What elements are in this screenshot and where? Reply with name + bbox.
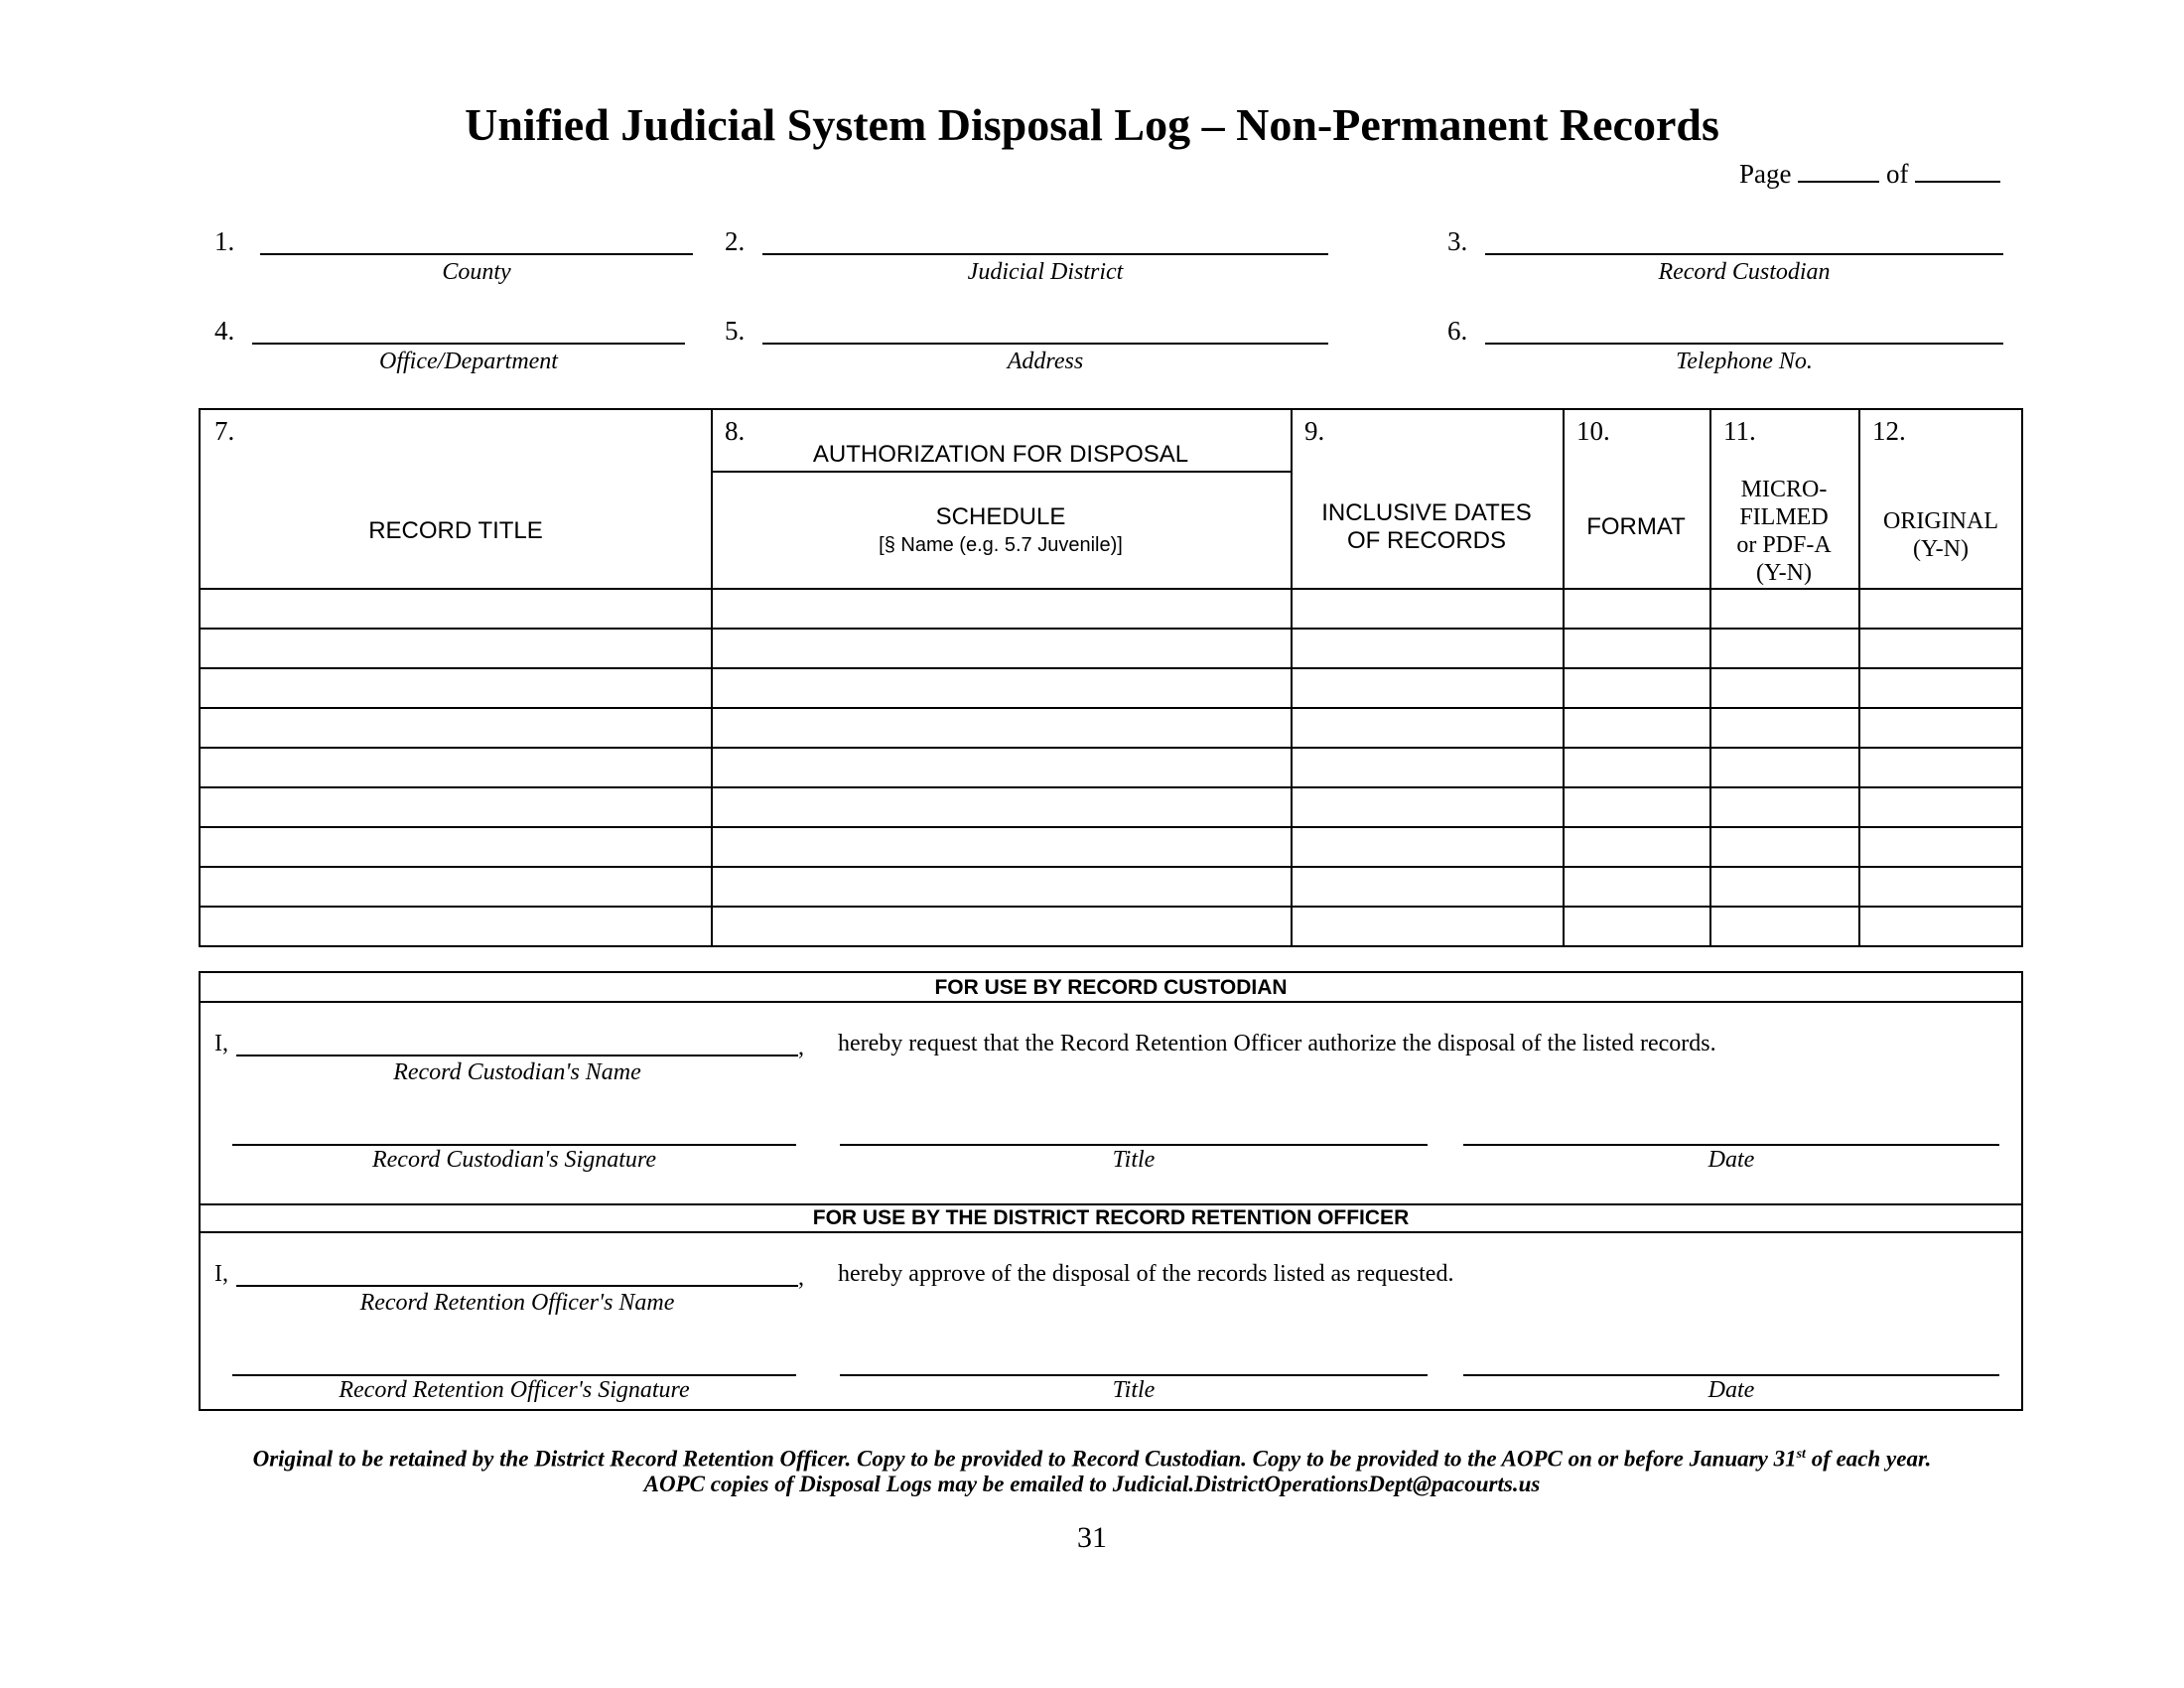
office-department-field[interactable] [252,343,685,345]
footer-line-1-sup: st [1796,1447,1806,1462]
field-5-number: 5. [725,316,746,346]
field-6-number: 6. [1447,316,1468,346]
inclusive-dates-header-line1: INCLUSIVE DATES [1321,499,1532,526]
page-number-blank[interactable] [1798,159,1879,183]
authorization-header: AUTHORIZATION FOR DISPOSAL [812,441,1189,468]
row-divider [201,707,2021,709]
page-indicator [1739,159,2000,190]
footer-line-1-text: Original to be retained by the District Record Retention Officer. Copy to be provided to Record Custodian. Copy to be provided to the AOPC on or before January 31 [252,1446,1797,1472]
officer-prefix: I, [214,1261,228,1287]
custodian-name-field[interactable] [236,1055,798,1056]
custodian-signature-label: Record Custodian's Signature [371,1147,656,1173]
officer-name-label: Record Retention Officer's Name [359,1290,675,1316]
band-divider [201,1231,2021,1233]
col-12-number: 12. [1872,416,1906,446]
inclusive-dates-header-line2: OF RECORDS [1346,527,1506,554]
microfilmed-header-line1: MICRO- [1740,477,1828,502]
officer-statement: hereby approve of the disposal of the records listed as requested. [838,1261,1454,1287]
field-2-number: 2. [725,226,746,256]
microfilmed-header-line3: or PDF-A [1736,532,1832,558]
col-11-number: 11. [1723,416,1756,446]
row-divider [201,906,2021,908]
record-title-header: RECORD TITLE [368,517,543,544]
records-table [199,408,2023,947]
col-8-number: 8. [725,416,746,446]
address-field[interactable] [762,343,1328,345]
band-divider [201,1001,2021,1003]
custodian-name-label: Record Custodian's Name [393,1059,641,1085]
office-department-label: Office/Department [379,349,558,374]
judicial-district-label: Judicial District [967,259,1124,285]
schedule-note: [§ Name (e.g. 5.7 Juvenile)] [879,534,1123,556]
col-9-number: 9. [1304,416,1325,446]
row-divider [201,826,2021,828]
original-header-line1: ORIGINAL [1883,508,1998,534]
custodian-title-label: Title [1112,1147,1156,1173]
telephone-label: Telephone No. [1676,349,1813,374]
judicial-district-field[interactable] [762,253,1328,255]
approval-box [199,971,2023,1411]
custodian-comma: , [798,1035,804,1060]
county-label: County [442,259,511,285]
row-divider [201,667,2021,669]
address-label: Address [1007,349,1084,374]
record-custodian-field[interactable] [1485,253,2003,255]
microfilmed-header-line4: (Y-N) [1756,560,1812,586]
custodian-statement: hereby request that the Record Retention Officer authorize the disposal of the listed records. [838,1031,1716,1056]
row-divider [201,588,2021,590]
footer-line-1-end: of each year. [1805,1446,1932,1472]
officer-comma: , [798,1265,804,1291]
telephone-field[interactable] [1485,343,2003,345]
officer-title-label: Title [1112,1377,1156,1403]
page-label: Page [1739,159,1792,189]
col-7-number: 7. [214,416,235,446]
officer-date-label: Date [1707,1377,1755,1403]
custodian-prefix: I, [214,1031,228,1056]
format-header: FORMAT [1586,513,1686,540]
page-total-blank[interactable] [1915,159,2000,183]
page-title: Unified Judicial System Disposal Log – Non-Permanent Records [465,99,1719,150]
row-divider [201,866,2021,868]
custodian-date-label: Date [1707,1147,1755,1173]
microfilmed-header-line2: FILMED [1739,504,1829,530]
page-number: 31 [1077,1521,1107,1554]
row-divider [201,628,2021,630]
county-field[interactable] [260,253,693,255]
field-3-number: 3. [1447,226,1468,256]
officer-name-field[interactable] [236,1285,798,1287]
officer-signature-label: Record Retention Officer's Signature [339,1377,690,1403]
row-divider [201,786,2021,788]
footer-line-2: AOPC copies of Disposal Logs may be emailed to Judicial.DistrictOperationsDept@pacourts.us [643,1472,1541,1496]
of-label: of [1885,159,1909,189]
custodian-section-header: FOR USE BY RECORD CUSTODIAN [934,976,1288,999]
record-custodian-label: Record Custodian [1658,259,1831,285]
authorization-divider [711,471,1291,473]
schedule-header: SCHEDULE [935,503,1066,530]
col-10-number: 10. [1576,416,1610,446]
officer-section-header: FOR USE BY THE DISTRICT RECORD RETENTION OFFICER [812,1206,1410,1229]
row-divider [201,747,2021,749]
field-4-number: 4. [214,316,235,346]
field-1-number: 1. [214,226,235,256]
original-header-line2: (Y-N) [1913,536,1969,562]
